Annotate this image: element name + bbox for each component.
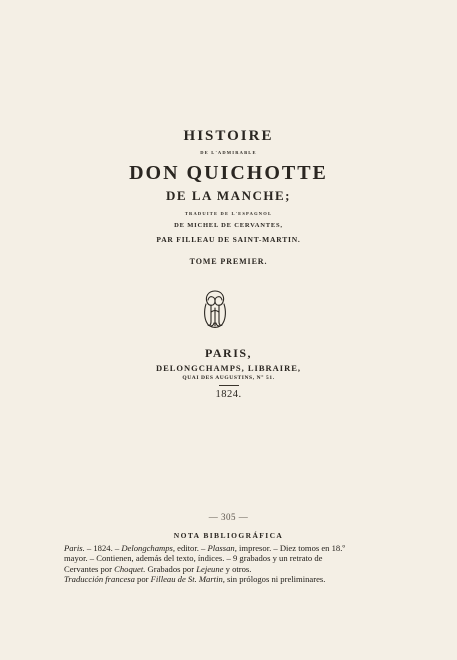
imprint-address: QUAI DES AUGUSTINS, N° 51. [182,375,275,381]
imprint-publisher: DELONGCHAMPS, LIBRAIRE, [155,363,302,373]
title-tome: TOME PREMIER. [189,257,268,266]
nota-text: Grabados por [145,563,197,574]
imprint-city: PARIS, [204,346,253,360]
nota-heading: NOTA BIBLIOGRÁFICA [173,531,284,540]
nota-engraver-2: Lejeune [196,563,224,574]
imprint-divider [219,385,239,386]
imprint-year: 1824. [215,389,242,400]
nota-text: y otros. [223,563,252,574]
nota-translation: Traducción francesa [64,574,135,585]
nota-text: sin prólogos ni preliminares. [224,574,326,585]
nota-engraver: Choquet. [114,563,146,574]
nota-line-2: mayor. – Contienen, además del texto, índices. – 9 grabados y un retrato de [64,553,323,564]
nota-line-4 [64,574,392,584]
title-traduite: TRADUITE DE L'ESPAGNOL [184,211,273,216]
nota-line-1 [64,543,392,553]
page-number: — 305 — [208,512,249,522]
nota-text: por [134,574,151,585]
title-de-la-manche: DE LA MANCHE; [166,188,291,203]
title-translator: PAR FILLEAU DE SAINT-MARTIN. [156,235,301,244]
nota-city: Paris. [64,543,85,553]
title-author: DE MICHEL DE CERVANTES, [174,222,283,229]
nota-text: Cervantes por [64,563,115,574]
title-de-l-admirable: DE L'ADMIRABLE [200,150,257,155]
nota-line-3 [64,564,392,574]
nota-translator: Filleau de St. Martin, [150,574,225,585]
nota-text: – 1824. – [84,543,122,553]
nota-editor: Delongchamps, [121,543,176,553]
title-histoire: HISTOIRE [183,128,274,144]
monogram-icon [200,288,230,330]
nota-text: impresor. – Diez tomos en 18.º [236,543,346,553]
nota-printer: Plassan, [207,543,237,553]
nota-text: editor. – [175,543,208,553]
nota-body [64,543,392,585]
title-don-quichotte: DON QUICHOTTE [129,162,328,184]
